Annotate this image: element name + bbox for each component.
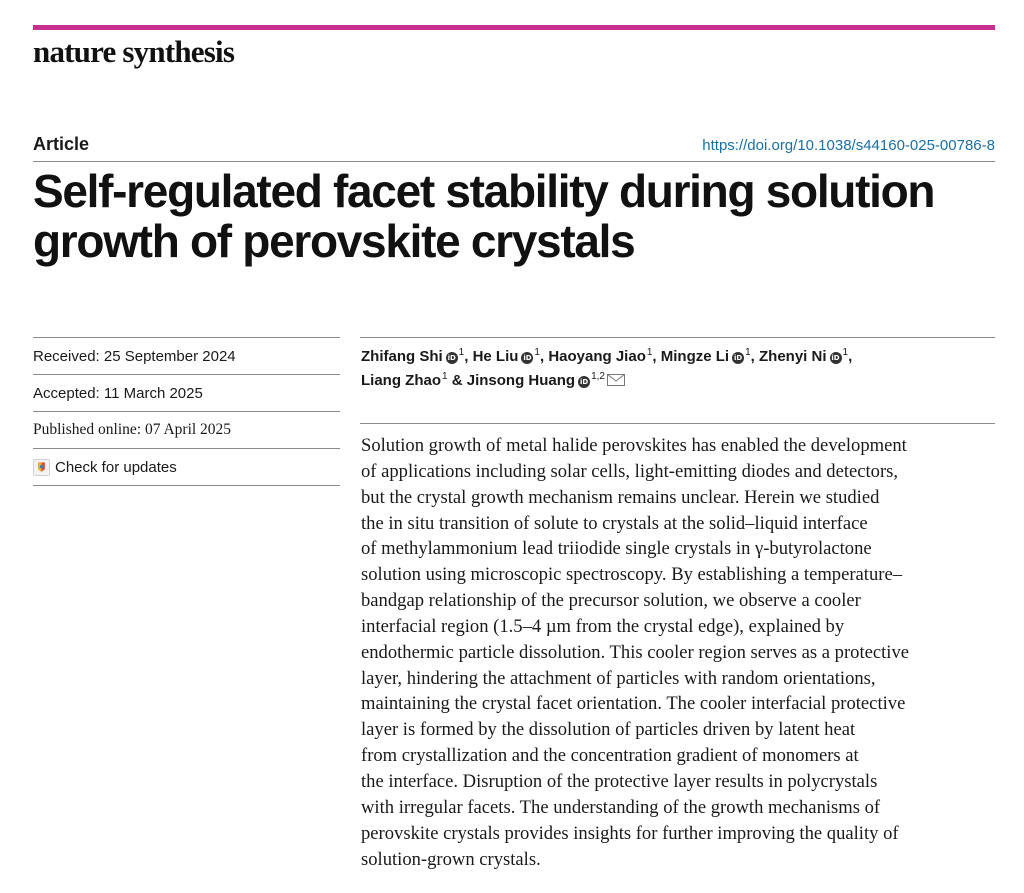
author[interactable]: Jinsong Huang iD $^{1,2}$ [467,372,625,389]
abstract-line: perovskite crystals provides insights for further improving the quality of [361,822,899,844]
author[interactable]: Liang Zhao$^1$ [361,371,448,389]
author-list: Zhifang Shi iD $^1$, He Liu iD $^1$, Haoyang Jiao$^1$, Mingze Li iD $^1$, Zhenyi Ni iD $^1$, Liang Zhao$^1$ & Jinsong Huang iD $^{1,2}$ [361,347,853,389]
article-type: Article [33,134,90,154]
abstract-line: of methylammonium lead triiodide single crystals in γ-butyrolactone [361,538,872,560]
abstract-line: interfacial region (1.5–4 µm from the crystal edge), explained by [361,615,845,637]
abstract-line: with irregular facets. The understanding of the growth mechanisms of [361,796,881,818]
article-title: Self-regulated facet stability during solution growth of perovskite crystals [33,165,935,267]
abstract-line: from crystallization and the concentration gradient of monomers at [361,745,859,767]
abstract-line: endothermic particle dissolution. This cooler region serves as a protective [361,641,910,663]
journal-name[interactable]: nature synthesis [33,34,235,69]
orcid-icon[interactable]: iD [523,354,532,362]
author[interactable]: Haoyang Jiao$^1$ [548,347,653,365]
abstract-line: solution-grown crystals. [361,848,541,870]
author[interactable]: Mingze Li iD $^1$ [660,347,751,365]
orcid-icon[interactable]: iD [733,354,743,362]
abstract-line: the in situ transition of solute to crystals at the solid–liquid interface [361,512,868,534]
abstract-line: of applications including solar cells, light-emitting diodes and detectors, [361,460,899,482]
article-history [33,337,340,486]
abstract-line: Solution growth of metal halide perovskites has enabled the development [361,435,907,456]
author[interactable]: Zhifang Shi iD $^1$ [361,347,465,365]
abstract-line: layer is formed by the dissolution of particles driven by latent heat [361,719,856,741]
orcid-icon[interactable]: iD [447,354,456,362]
check-for-updates-label: Check for updates [55,458,177,476]
published-date: Published online: 07 April 2025 [33,412,340,449]
check-for-updates-button[interactable] [33,449,340,486]
title-divider [33,161,995,162]
accepted-date: Accepted: 11 March 2025 [33,375,340,412]
abstract-line: solution using microscopic spectroscopy. By establishing a temperature– [361,564,902,586]
abstract-line: bandgap relationship of the precursor solution, we observe a cooler [361,590,861,612]
abstract-divider [360,423,995,424]
received-date: Received: 25 September 2024 [33,338,340,375]
author[interactable]: He Liu iD $^1$ [472,347,540,365]
orcid-icon[interactable]: iD [831,354,840,362]
author[interactable]: Zhenyi Ni iD $^1$ [759,347,849,365]
abstract [361,433,993,872]
journal-accent-rule [33,25,995,30]
abstract-line: but the crystal growth mechanism remains unclear. Herein we studied [361,486,880,508]
envelope-icon[interactable] [607,374,625,386]
abstract-line: maintaining the crystal facet orientation. The cooler interfacial protective [361,693,906,715]
authors-divider [360,337,995,338]
crossmark-icon [33,459,50,476]
abstract-line: the interface. Disruption of the protective layer results in polycrystals [361,770,878,792]
abstract-line: layer, hindering the attachment of particles with random orientations, [361,667,876,689]
doi-link[interactable]: https://doi.org/10.1038/s44160-025-00786-8 [702,137,995,154]
orcid-icon[interactable]: iD [579,378,589,386]
